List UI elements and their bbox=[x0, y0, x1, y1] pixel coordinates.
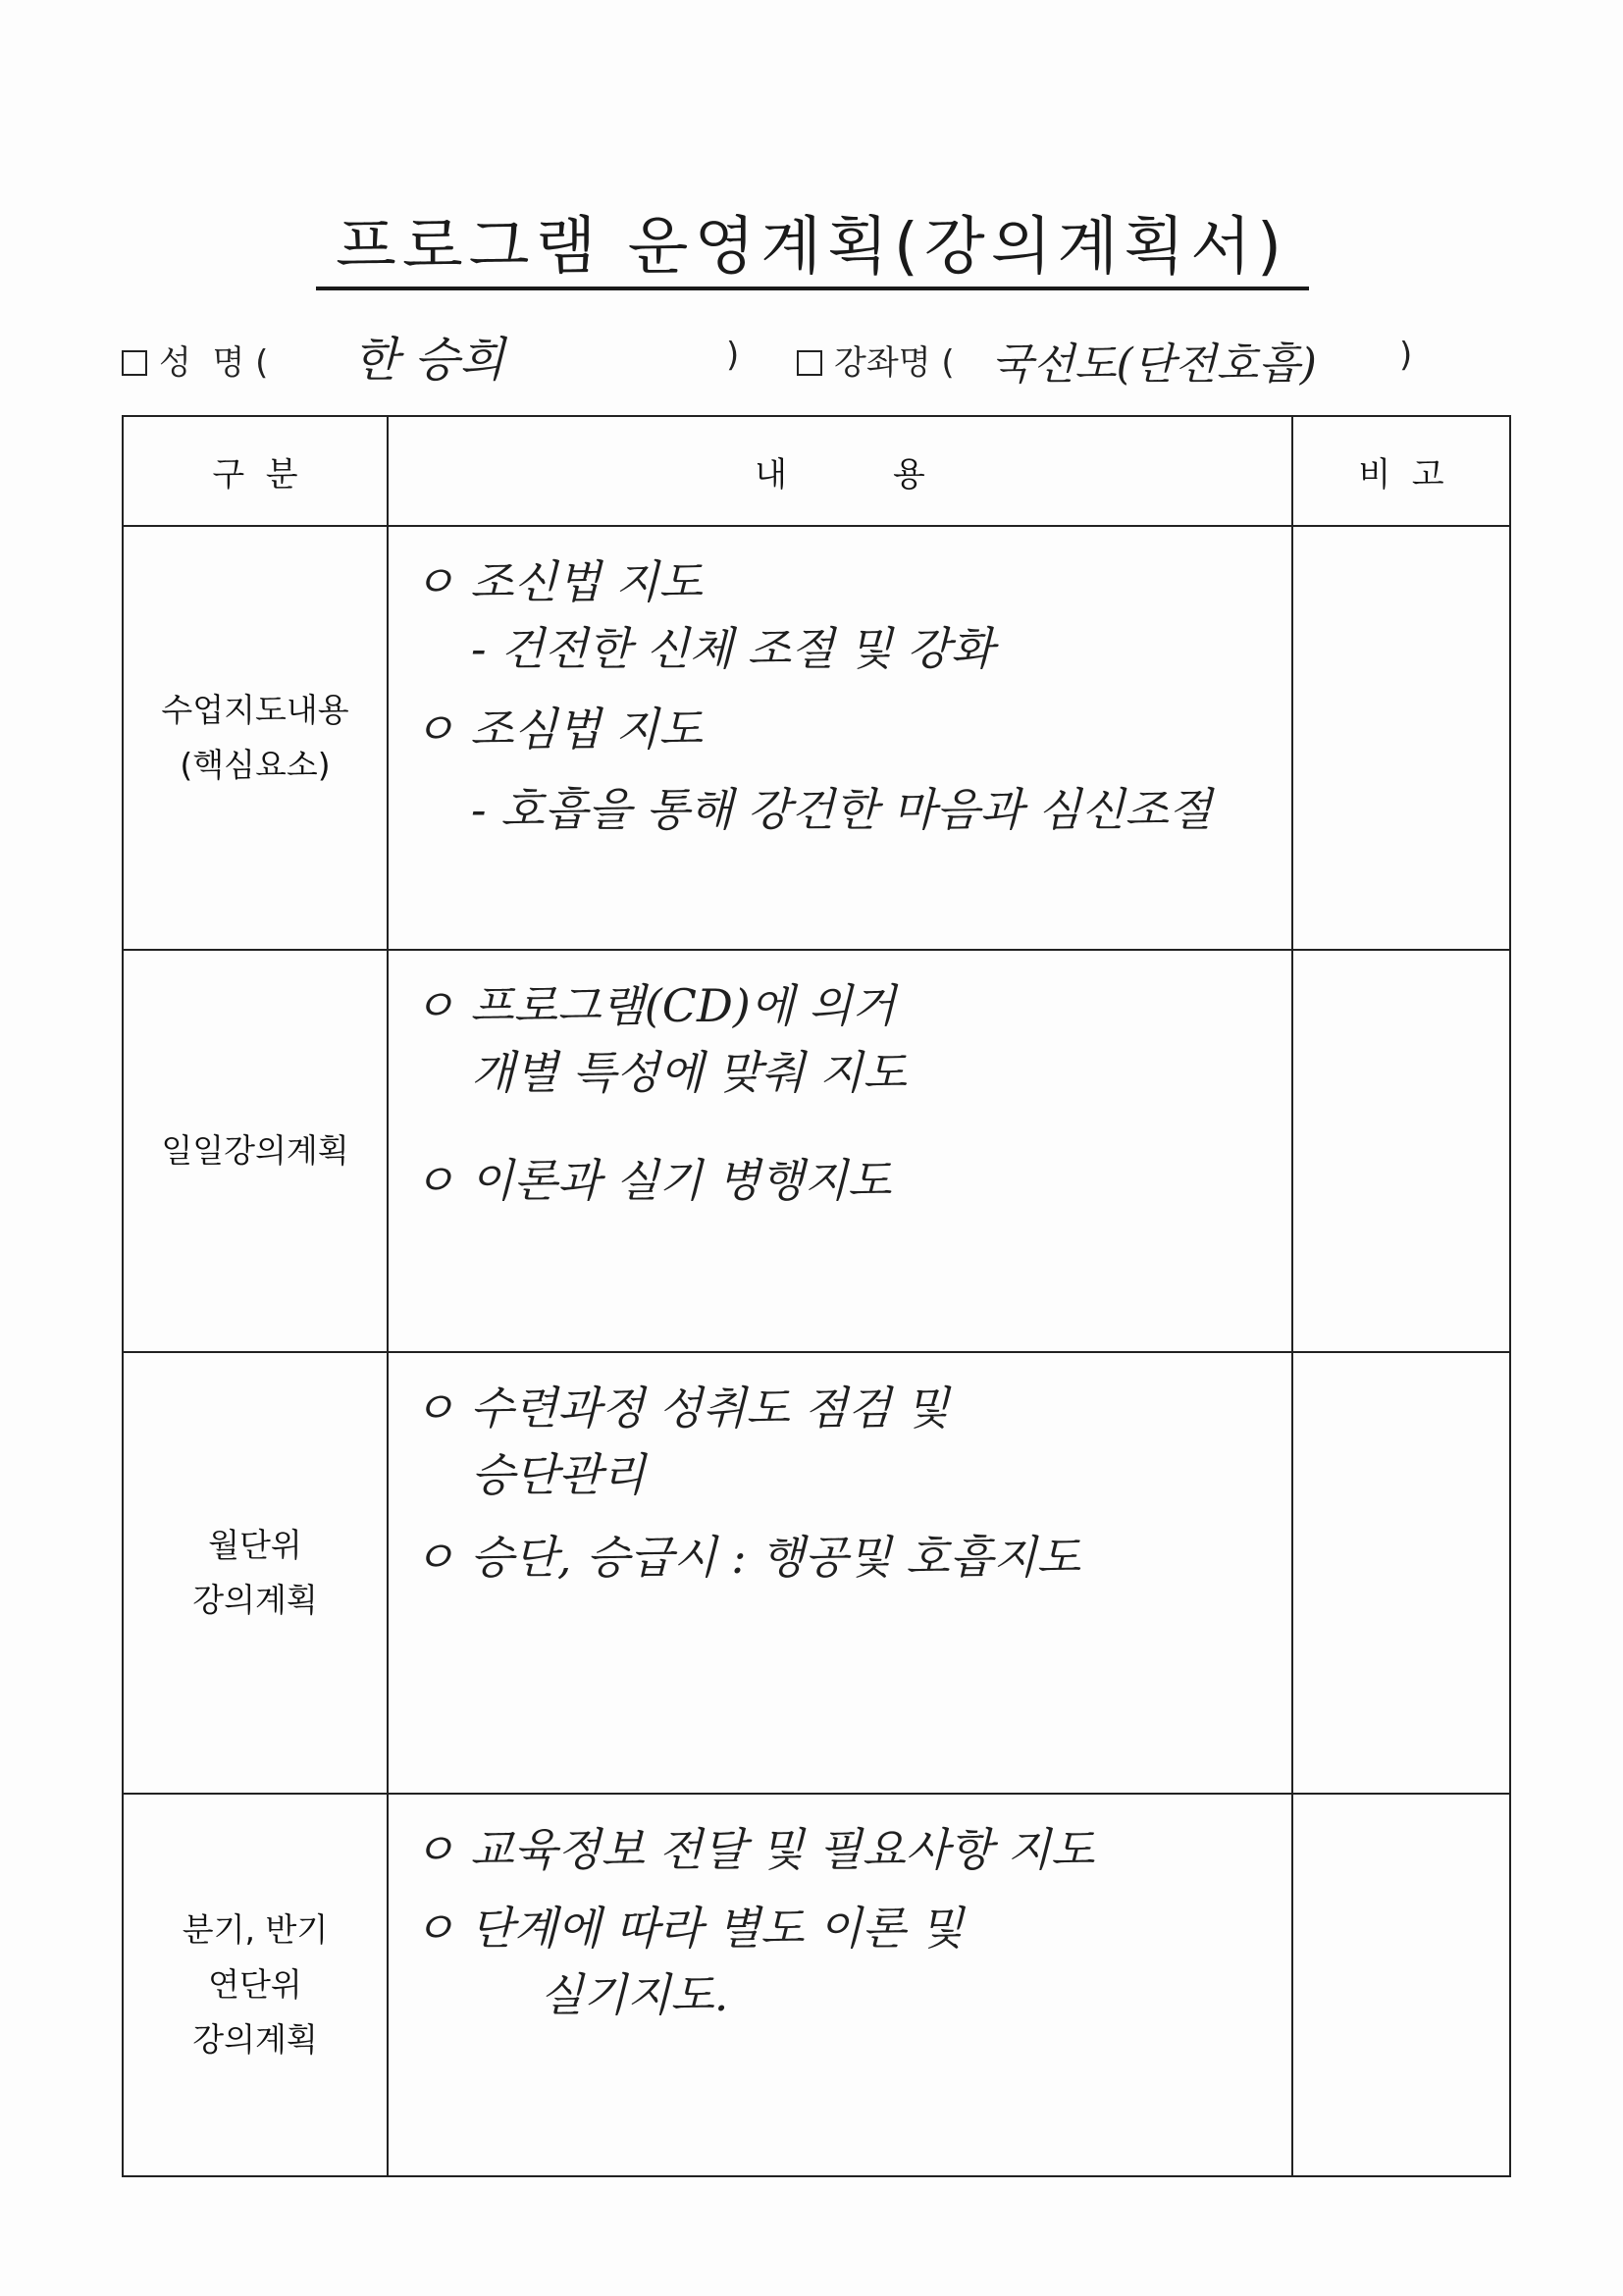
content-line: 개별 특성에 맞춰 지도 bbox=[471, 1046, 907, 1099]
name-close-paren: ) bbox=[726, 336, 740, 375]
name-value: 한 승희 bbox=[353, 333, 505, 388]
content-cell bbox=[388, 950, 1292, 1352]
name-field bbox=[122, 336, 268, 384]
category-cell bbox=[123, 1794, 388, 2176]
content-cell bbox=[388, 1352, 1292, 1794]
note-cell bbox=[1292, 1794, 1510, 2176]
name-checkbox-icon bbox=[122, 350, 147, 376]
content-line: 승단관리 bbox=[471, 1448, 646, 1501]
table-row bbox=[123, 526, 1510, 950]
table-header-row bbox=[123, 416, 1510, 526]
content-line: ㅇ 조심법 지도 bbox=[412, 703, 703, 756]
category-line: 월단위 bbox=[208, 1526, 302, 1564]
course-label: 강좌명 ( bbox=[834, 343, 955, 383]
name-label: 성 명 ( bbox=[159, 343, 269, 383]
category-line: 일일강의계획 bbox=[161, 1131, 349, 1170]
content-line: ㅇ 교육정보 전달 및 필요사항 지도 bbox=[412, 1823, 1095, 1876]
content-line: ㅇ 프로그램(CD)에 의거 bbox=[412, 979, 896, 1032]
header-note: 비 고 bbox=[1292, 416, 1510, 526]
category-line: 분기, 반기 bbox=[182, 1910, 329, 1949]
category-cell bbox=[123, 526, 388, 950]
page-title: 프로그램 운영계획(강의계획서) bbox=[336, 211, 1287, 284]
category-line: 강의계획 bbox=[192, 1581, 318, 1619]
category-line: 수업지도내용 bbox=[161, 691, 349, 729]
content-line: 실기지도. bbox=[540, 1968, 729, 2021]
table-row bbox=[123, 950, 1510, 1352]
content-line: ㅇ 이론과 실기 병행지도 bbox=[412, 1154, 892, 1207]
header-category: 구 분 bbox=[123, 416, 388, 526]
note-cell bbox=[1292, 526, 1510, 950]
content-cell bbox=[388, 1794, 1292, 2176]
title-underline bbox=[316, 287, 1309, 290]
course-field bbox=[797, 336, 955, 384]
content-line: - 호흡을 통해 강건한 마음과 심신조절 bbox=[471, 783, 1213, 836]
content-cell bbox=[388, 526, 1292, 950]
content-line: - 건전한 신체 조절 및 강화 bbox=[471, 622, 995, 675]
category-line: 강의계획 bbox=[192, 2020, 318, 2059]
table-row bbox=[123, 1352, 1510, 1794]
note-cell bbox=[1292, 1352, 1510, 1794]
content-line: ㅇ 수련과정 성취도 점검 및 bbox=[412, 1382, 950, 1435]
course-checkbox-icon bbox=[797, 350, 822, 376]
content-line: ㅇ 단계에 따라 별도 이론 및 bbox=[412, 1902, 964, 1955]
lecture-plan-table bbox=[122, 415, 1511, 2177]
course-close-paren: ) bbox=[1399, 336, 1413, 375]
table-row bbox=[123, 1794, 1510, 2176]
course-value: 국선도(단전호흡) bbox=[991, 339, 1317, 390]
content-line: ㅇ 조신법 지도 bbox=[412, 555, 703, 608]
content-line: ㅇ 승단, 승급시 : 행공및 호흡지도 bbox=[412, 1531, 1080, 1584]
header-content: 내 용 bbox=[388, 416, 1292, 526]
category-cell bbox=[123, 1352, 388, 1794]
category-line: (핵심요소) bbox=[180, 746, 331, 784]
category-cell bbox=[123, 950, 388, 1352]
category-line: 연단위 bbox=[208, 1965, 302, 2004]
note-cell bbox=[1292, 950, 1510, 1352]
